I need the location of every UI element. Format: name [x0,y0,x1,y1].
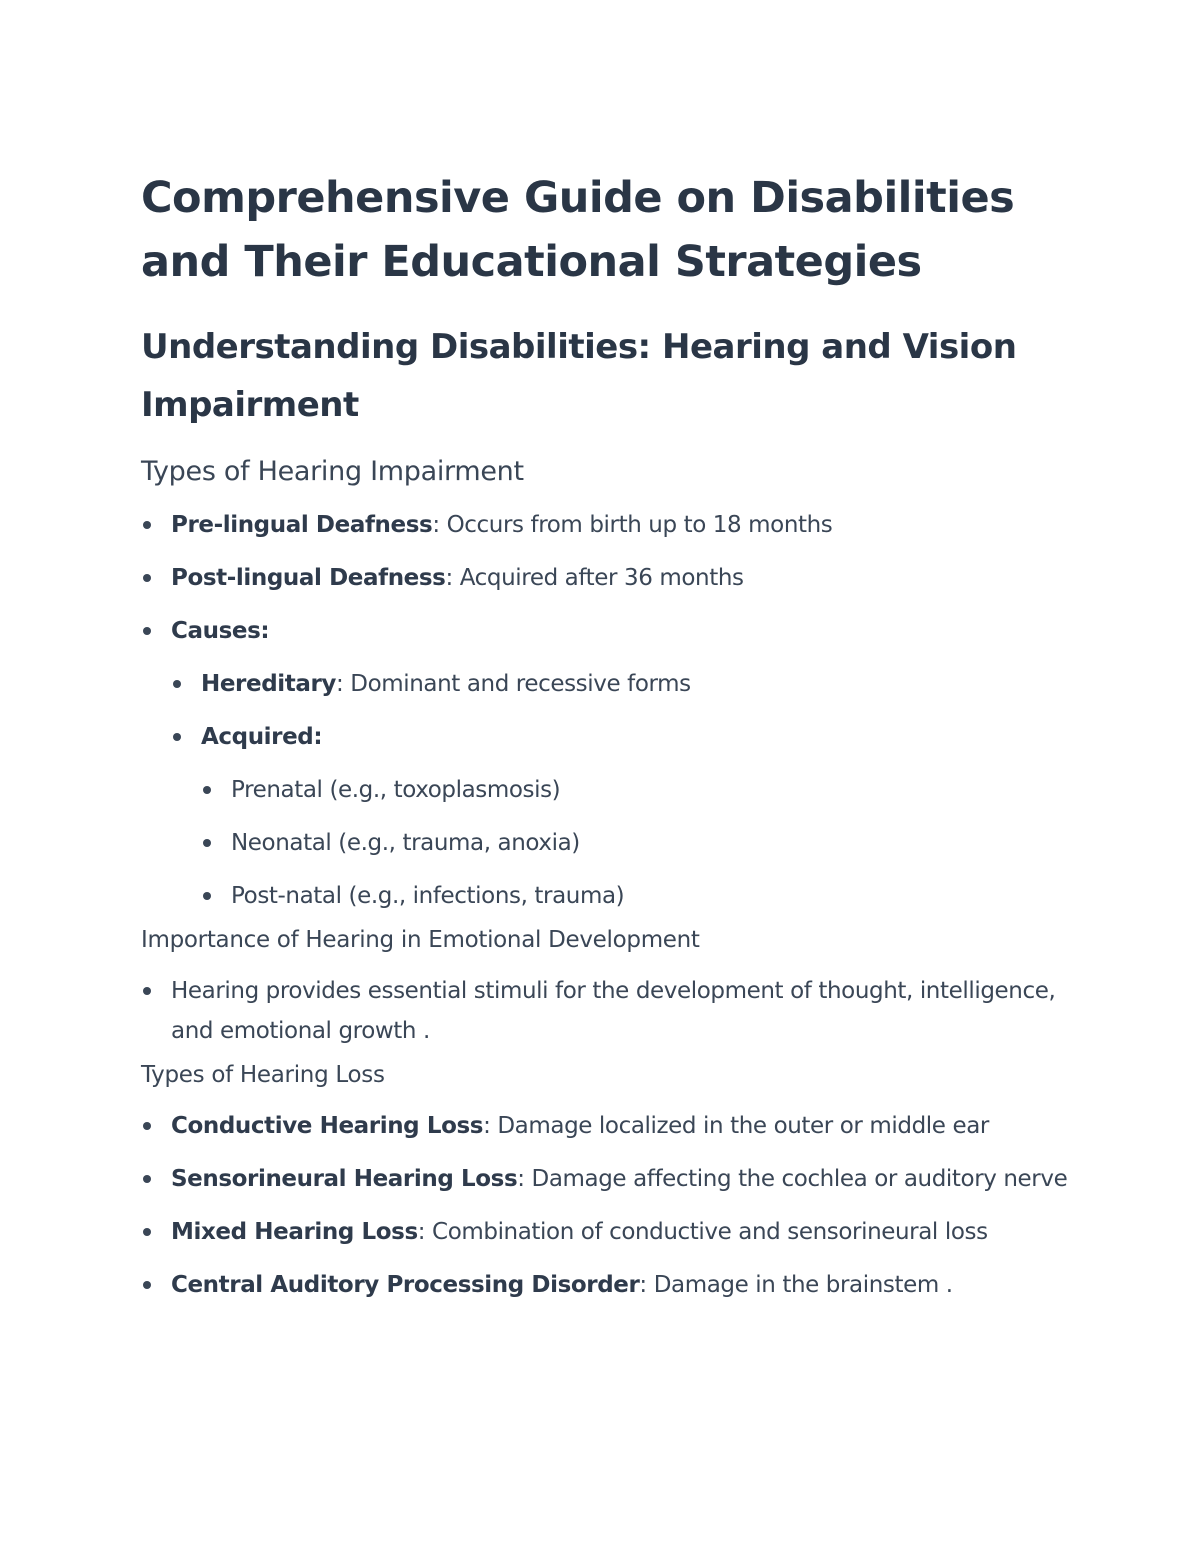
term-separator: : [483,1113,491,1139]
bullet-icon [143,1175,151,1183]
term-separator: : [313,724,323,750]
list-item [141,971,1071,1051]
definition: Combination of conductive and sensorineural loss [425,1219,988,1245]
list-item [141,558,1071,598]
list-item [201,770,1071,810]
term-separator: : [639,1272,647,1298]
definition: Damage in the brainstem . [646,1272,953,1298]
bullet-icon [143,1281,151,1289]
term: Pre-lingual Deafness [171,512,433,538]
term-separator: : [336,671,344,697]
list-item [141,1159,1071,1199]
acquired-list [201,770,1071,916]
loss-heading: Types of Hearing Loss [141,1062,385,1088]
bullet-icon [203,786,211,794]
bullet-icon [203,839,211,847]
list-item [171,717,1071,916]
bullet-icon [143,987,151,995]
document-title: Comprehensive Guide on Disabilities and Their Educational Strategies [141,173,1015,287]
causes-list [171,664,1071,916]
term-separator: : [432,512,440,538]
document-page [141,166,1071,1305]
term-separator: : [260,618,270,644]
list-item [171,664,1071,704]
list-item [141,1106,1071,1146]
term: Post-lingual Deafness [171,565,446,591]
list-item [141,611,1071,916]
importance-list [141,971,1071,1051]
definition: Dominant and recessive forms [343,671,691,697]
term: Mixed Hearing Loss [171,1219,418,1245]
definition: Acquired after 36 months [452,565,744,591]
bullet-icon [173,680,181,688]
definition: Damage localized in the outer or middle ear [490,1113,989,1139]
bullet-icon [143,521,151,529]
list-item [201,876,1071,916]
list-item-text: Neonatal (e.g., trauma, anoxia) [231,830,580,856]
list-item [201,823,1071,863]
types-heading: Types of Hearing Impairment [141,456,524,487]
definition: Occurs from birth up to 18 months [439,512,833,538]
term-separator: : [445,565,453,591]
term: Causes [171,618,261,644]
bullet-icon [143,574,151,582]
term-separator: : [417,1219,426,1245]
importance-heading: Importance of Hearing in Emotional Development [141,927,700,953]
definition: Damage affecting the cochlea or auditory nerve [524,1166,1068,1192]
bullet-icon [143,1122,151,1130]
bullet-icon [143,627,151,635]
term: Conductive Hearing Loss [171,1113,484,1139]
list-item-text: Post-natal (e.g., infections, trauma) [231,883,625,909]
list-item [141,1212,1071,1252]
bullet-icon [203,892,211,900]
bullet-icon [173,733,181,741]
term: Central Auditory Processing Disorder [171,1272,640,1298]
term: Hereditary [201,671,336,697]
loss-list [141,1106,1071,1305]
section-heading: Understanding Disabilities: Hearing and Vision Impairment [141,327,1017,425]
list-item [141,1265,1071,1305]
list-item-text: Prenatal (e.g., toxoplasmosis) [231,777,561,803]
term: Sensorineural Hearing Loss [171,1166,518,1192]
types-list [141,505,1071,916]
bullet-icon [143,1228,151,1236]
term: Acquired [201,724,314,750]
list-item-text: Hearing provides essential stimuli for the development of thought, intelligence, and emotional growth . [171,978,1056,1044]
term-separator: : [517,1166,525,1192]
list-item [141,505,1071,545]
